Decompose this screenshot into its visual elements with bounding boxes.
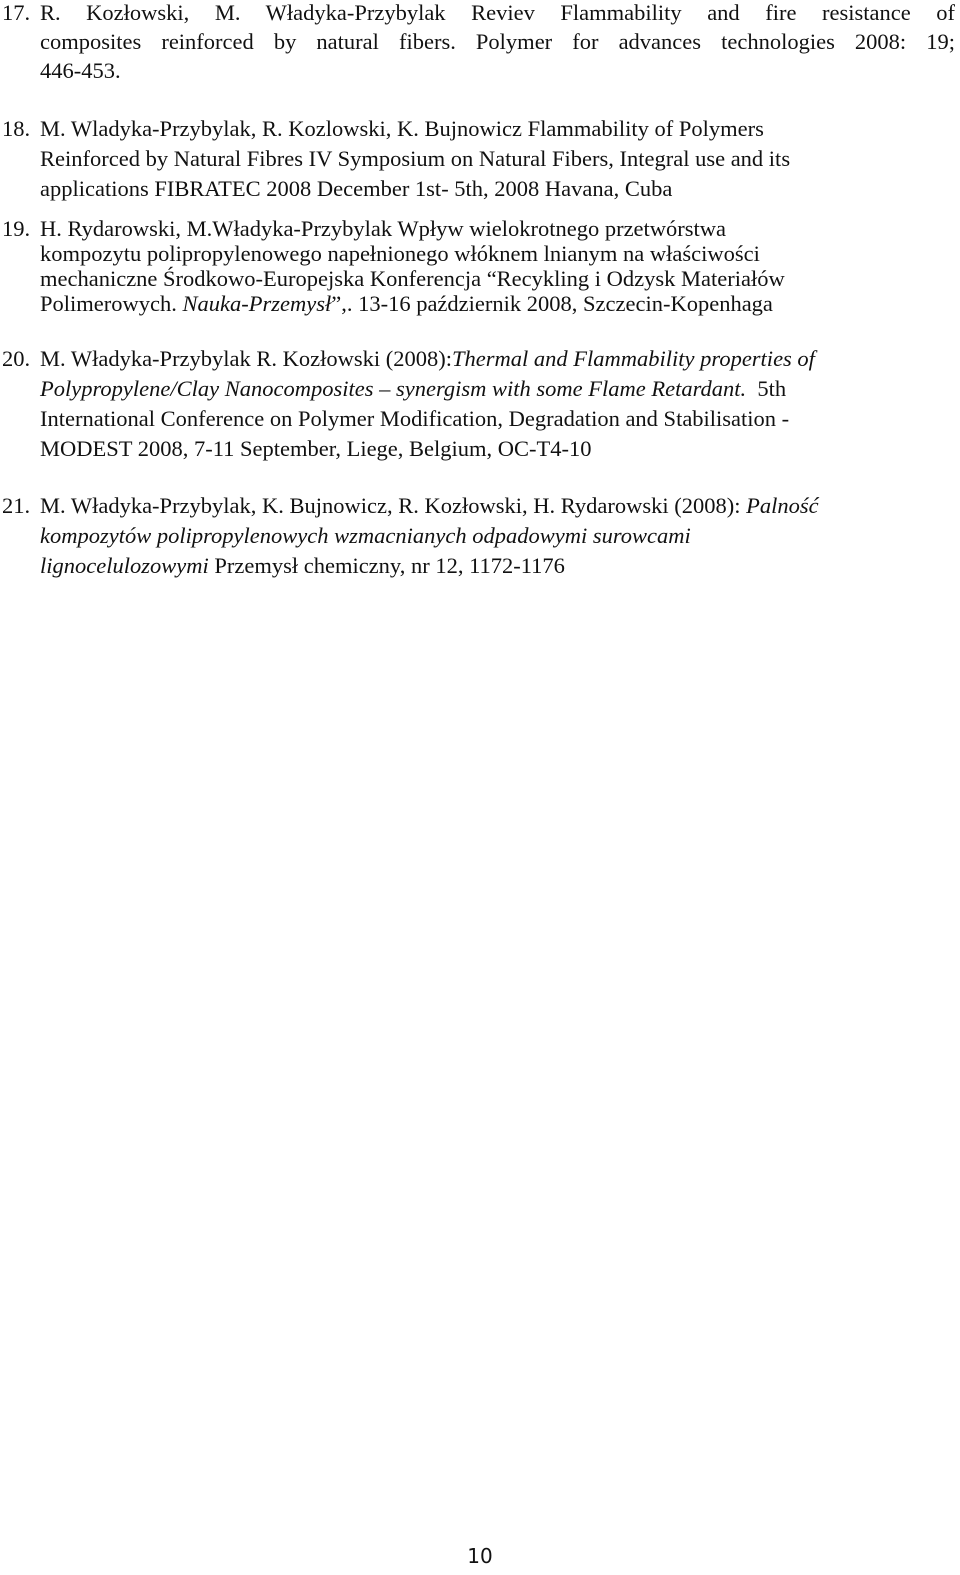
reference-text: International Conference on Polymer Modification, Degradation and Stabilisation - (40, 406, 790, 431)
reference-text: MODEST 2008, 7-11 September, Liege, Belgium, OC-T4-10 (40, 436, 592, 461)
reference-line (40, 266, 785, 292)
reference-line (40, 116, 764, 142)
reference-line (40, 346, 815, 372)
reference-number: 20. (2, 346, 31, 371)
reference-line (40, 523, 691, 549)
reference-line (40, 436, 592, 462)
reference-text: composites reinforced by natural fibers. Polymer for advances technologies 2008: 19; (40, 29, 955, 54)
reference-text: M. Władyka-Przybylak R. Kozłowski (2008): (40, 346, 453, 371)
reference-text: R. Kozłowski, M. Władyka-Przybylak Reviev Flammability and fire resistance of (40, 0, 955, 25)
reference-title-italic: kompozytów polipropylenowych wzmacnianych odpadowymi surowcami (40, 523, 691, 548)
reference-number: 19. (2, 216, 31, 241)
reference-line (40, 29, 955, 55)
reference-text: M. Władyka-Przybylak, K. Bujnowicz, R. Kozłowski, H. Rydarowski (2008): (40, 493, 747, 518)
reference-line (40, 241, 760, 267)
reference-text: Przemysł chemiczny, nr 12, 1172-1176 (208, 553, 565, 578)
reference-text: mechaniczne Środkowo-Europejska Konferencja “Recykling i Odzysk Materiałów (40, 266, 785, 291)
reference-title-italic: lignocelulozowymi (40, 553, 209, 578)
reference-text: Polimerowych. (40, 291, 183, 316)
reference-text: M. Wladyka-Przybylak, R. Kozlowski, K. Bujnowicz Flammability of Polymers (40, 116, 764, 141)
reference-line (40, 376, 786, 402)
reference-text: kompozytu polipropylenowego napełnionego włóknem lnianym na właściwości (40, 241, 760, 266)
reference-line (40, 0, 955, 26)
reference-number: 21. (2, 493, 31, 518)
reference-text: H. Rydarowski, M.Władyka-Przybylak Wpływ wielokrotnego przetwórstwa (40, 216, 727, 241)
reference-text: 5th (746, 376, 787, 401)
reference-line (40, 493, 819, 519)
reference-line (40, 58, 121, 84)
reference-line (40, 176, 672, 202)
reference-text: ”,. 13-16 październik 2008, Szczecin-Kopenhaga (331, 291, 773, 316)
reference-text: 446-453. (40, 58, 121, 83)
reference-title-italic: Polypropylene/Clay Nanocomposites – synergism with some Flame Retardant. (40, 376, 747, 401)
reference-text: Reinforced by Natural Fibres IV Symposium on Natural Fibers, Integral use and its (40, 146, 791, 171)
reference-title-italic: Thermal and Flammability properties of (452, 346, 815, 371)
page-number: 10 (467, 1544, 493, 1568)
reference-line (40, 553, 565, 579)
reference-title-italic: Palność (746, 493, 819, 518)
reference-line (40, 406, 789, 432)
reference-number: 18. (2, 116, 31, 141)
reference-line (40, 291, 773, 317)
reference-title-italic: Nauka-Przemysł (182, 291, 332, 316)
reference-line (40, 216, 726, 242)
reference-line (40, 146, 790, 172)
reference-text: applications FIBRATEC 2008 December 1st- 5th, 2008 Havana, Cuba (40, 176, 673, 201)
reference-number: 17. (2, 0, 31, 25)
